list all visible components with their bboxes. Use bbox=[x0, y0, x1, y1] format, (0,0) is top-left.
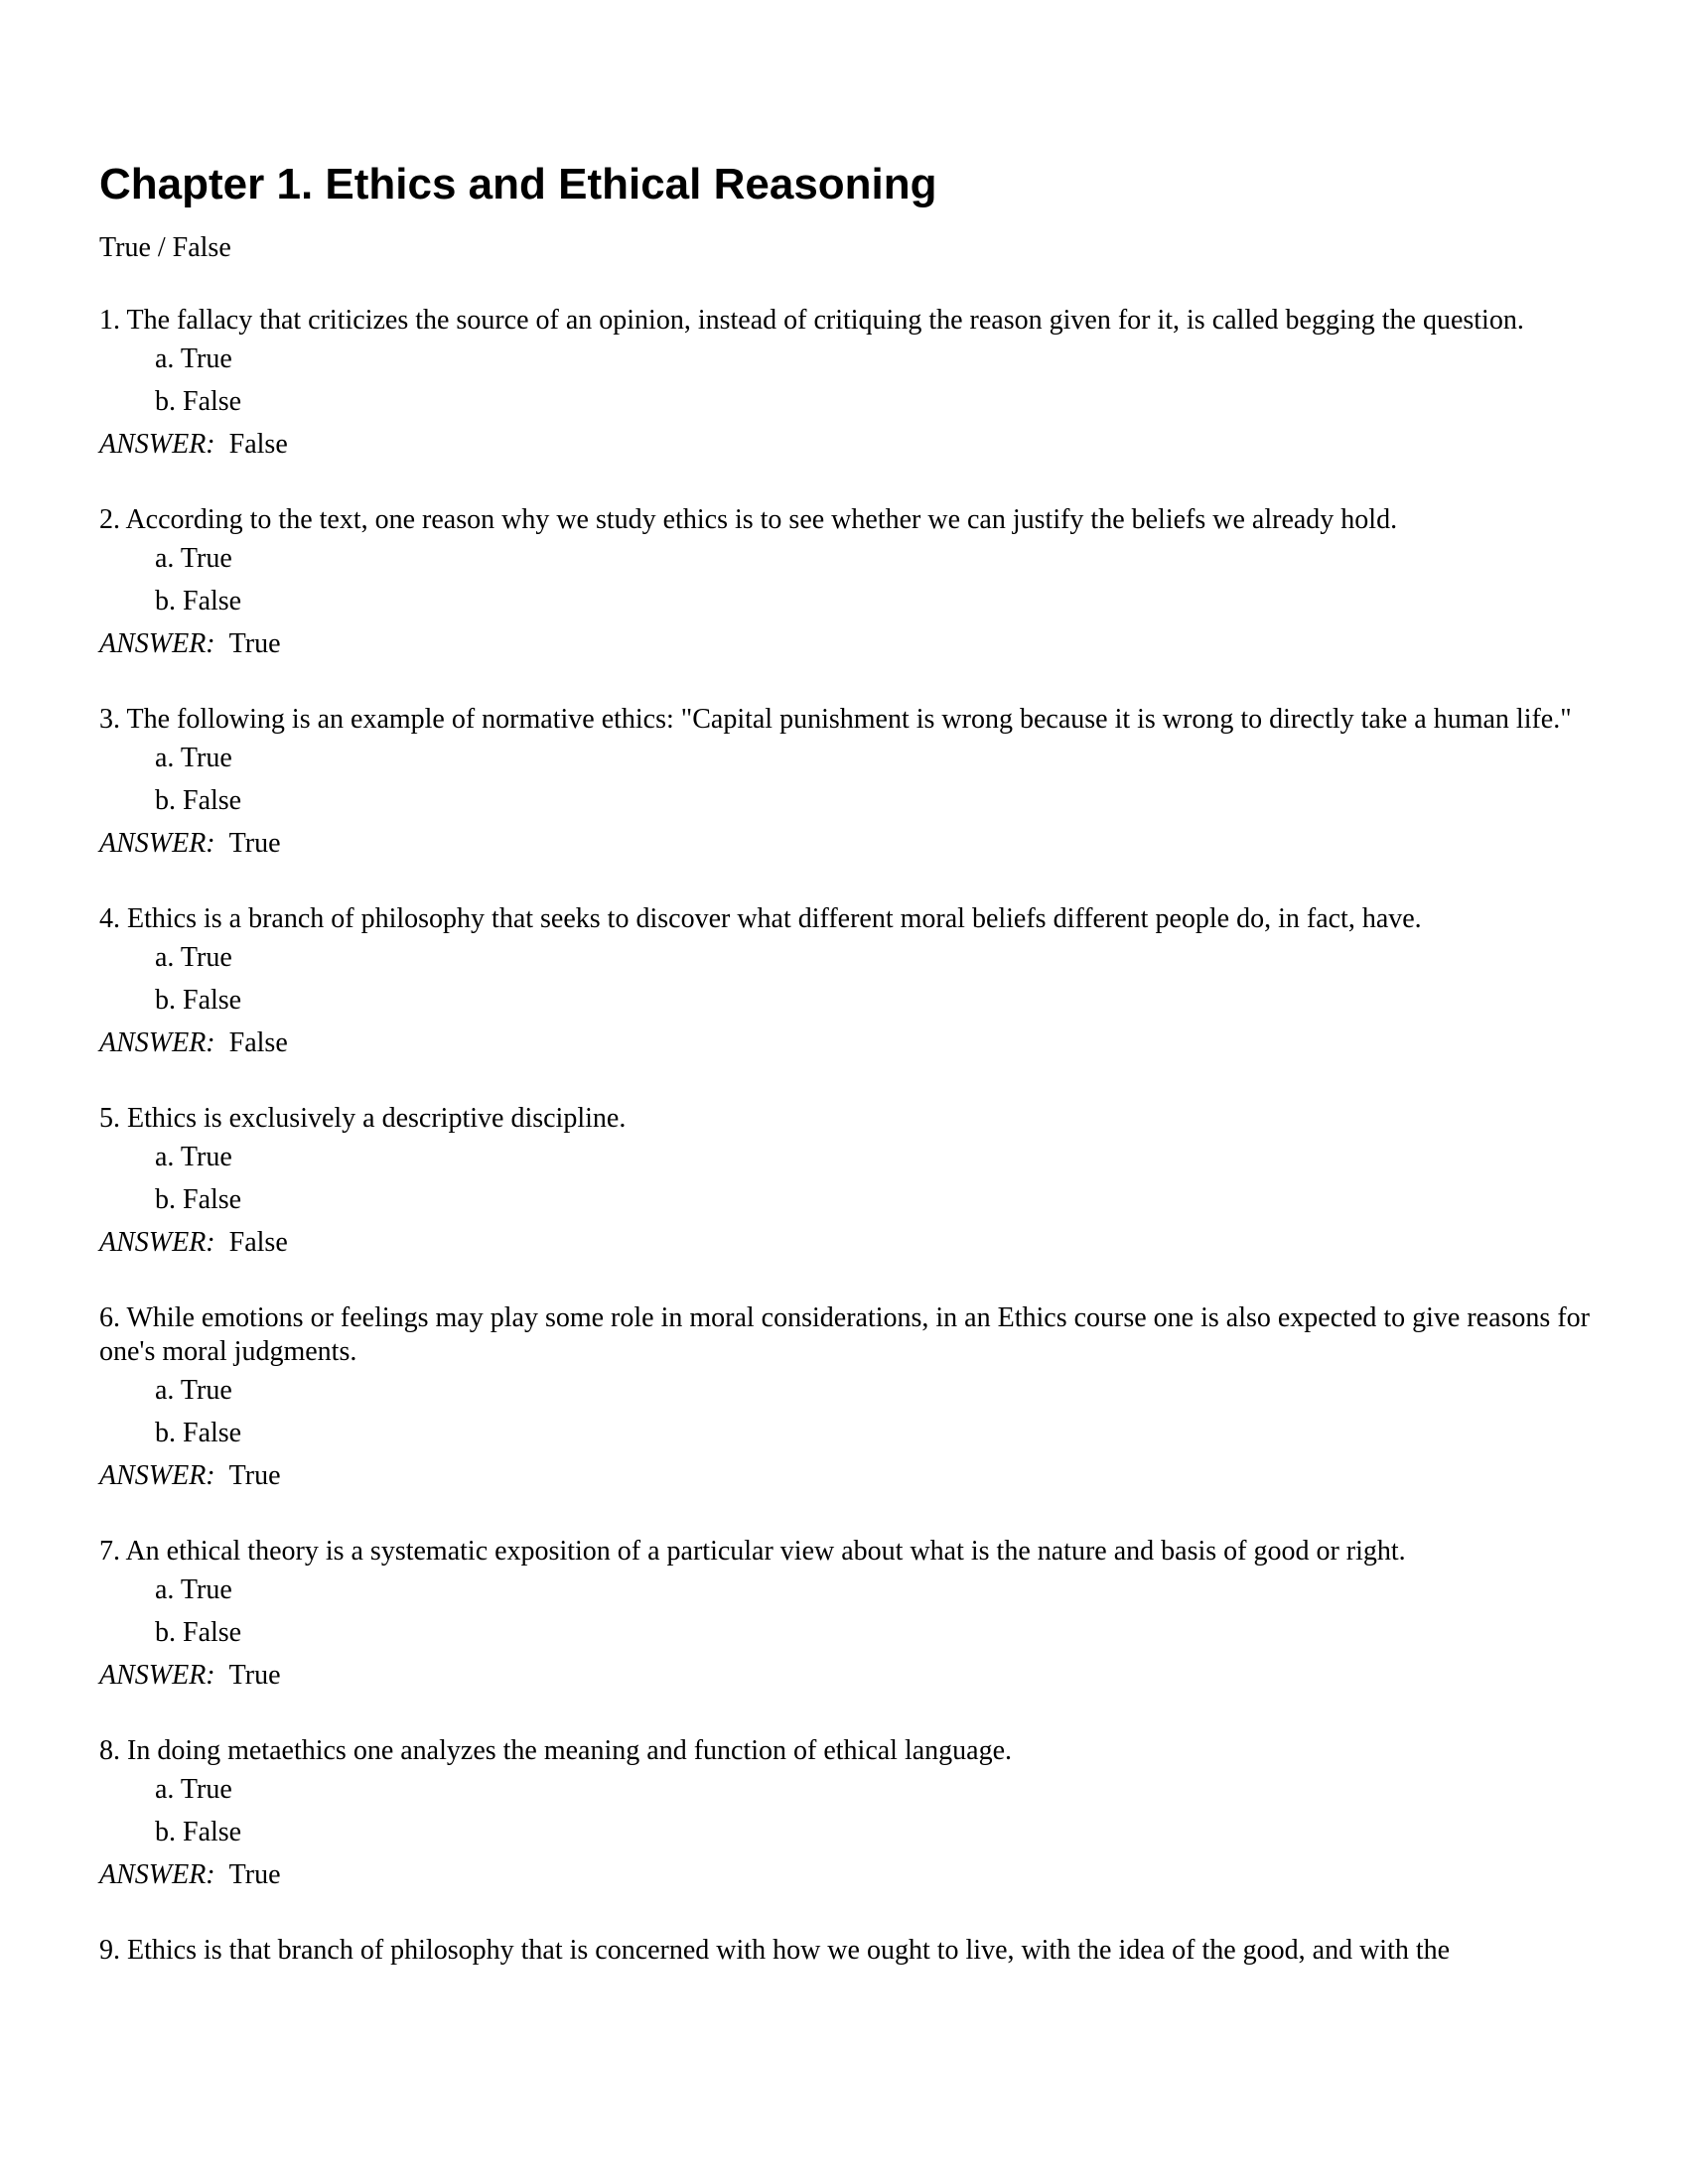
answer-value: False bbox=[228, 1027, 288, 1058]
document-page bbox=[99, 157, 1628, 1968]
answer-line bbox=[99, 1853, 1628, 1896]
question-item bbox=[99, 1301, 1628, 1497]
section-label: True / False bbox=[99, 232, 231, 263]
answer-label: ANSWER: bbox=[99, 1027, 215, 1058]
answer-option: a. True bbox=[155, 743, 232, 773]
answer-option: b. False bbox=[155, 785, 242, 816]
answer-label: ANSWER: bbox=[99, 828, 215, 859]
answer-line bbox=[99, 1454, 1628, 1497]
answer-label: ANSWER: bbox=[99, 1859, 215, 1890]
answer-options bbox=[99, 737, 1628, 822]
question-text: 3. The following is an example of normative ethics: "Capital punishment is wrong because it is wrong to directly take a human life." bbox=[99, 704, 1572, 735]
answer-options bbox=[99, 1369, 1628, 1454]
question-item bbox=[99, 503, 1628, 665]
question-text: 4. Ethics is a branch of philosophy that seeks to discover what different moral beliefs different people do, in fact, have. bbox=[99, 903, 1422, 934]
question-item bbox=[99, 1734, 1628, 1896]
answer-option: b. False bbox=[155, 386, 242, 417]
answer-value: True bbox=[228, 828, 281, 859]
answer-option: b. False bbox=[155, 985, 242, 1016]
answer-label: ANSWER: bbox=[99, 1460, 215, 1491]
answer-options bbox=[99, 338, 1628, 423]
answer-line bbox=[99, 822, 1628, 865]
question-text: 8. In doing metaethics one analyzes the meaning and function of ethical language. bbox=[99, 1735, 1013, 1766]
question-text: 6. While emotions or feelings may play some role in moral considerations, in an Ethics course one is also expected to give reasons for one's moral judgments. bbox=[99, 1302, 1590, 1367]
question-item bbox=[99, 1535, 1628, 1697]
answer-line bbox=[99, 1654, 1628, 1697]
question-item bbox=[99, 304, 1628, 466]
question-item bbox=[99, 902, 1628, 1064]
question-text: 9. Ethics is that branch of philosophy that is concerned with how we ought to live, with the idea of the good, and with the bbox=[99, 1935, 1451, 1966]
answer-option: a. True bbox=[155, 543, 232, 574]
answer-line bbox=[99, 622, 1628, 665]
chapter-title: Chapter 1. Ethics and Ethical Reasoning bbox=[99, 160, 937, 208]
answer-line bbox=[99, 1221, 1628, 1264]
answer-option: b. False bbox=[155, 1817, 242, 1847]
answer-label: ANSWER: bbox=[99, 1227, 215, 1258]
answer-option: b. False bbox=[155, 1184, 242, 1215]
answer-option: a. True bbox=[155, 1375, 232, 1406]
question-text: 1. The fallacy that criticizes the source of an opinion, instead of critiquing the reason given for it, is called begging the question. bbox=[99, 305, 1524, 336]
answer-option: a. True bbox=[155, 1574, 232, 1605]
answer-option: a. True bbox=[155, 1774, 232, 1805]
answer-options bbox=[99, 936, 1628, 1022]
answer-options bbox=[99, 1136, 1628, 1221]
answer-value: True bbox=[228, 1859, 281, 1890]
answer-line bbox=[99, 1022, 1628, 1064]
question-text: 7. An ethical theory is a systematic exposition of a particular view about what is the nature and basis of good or right. bbox=[99, 1536, 1406, 1567]
answer-line bbox=[99, 423, 1628, 466]
answer-option: b. False bbox=[155, 586, 242, 616]
question-text: 5. Ethics is exclusively a descriptive discipline. bbox=[99, 1103, 627, 1134]
question-list bbox=[99, 304, 1628, 1968]
answer-option: b. False bbox=[155, 1418, 242, 1448]
answer-label: ANSWER: bbox=[99, 1660, 215, 1691]
answer-options bbox=[99, 1569, 1628, 1654]
question-item bbox=[99, 703, 1628, 865]
answer-option: a. True bbox=[155, 343, 232, 374]
answer-value: True bbox=[228, 628, 281, 659]
answer-value: True bbox=[228, 1460, 281, 1491]
question-item bbox=[99, 1934, 1628, 1968]
answer-options bbox=[99, 537, 1628, 622]
answer-option: a. True bbox=[155, 1142, 232, 1172]
answer-value: True bbox=[228, 1660, 281, 1691]
answer-option: b. False bbox=[155, 1617, 242, 1648]
answer-options bbox=[99, 1768, 1628, 1853]
answer-value: False bbox=[228, 429, 288, 460]
question-text: 2. According to the text, one reason why we study ethics is to see whether we can justify the beliefs we already hold. bbox=[99, 504, 1398, 535]
question-item bbox=[99, 1102, 1628, 1264]
answer-label: ANSWER: bbox=[99, 628, 215, 659]
answer-value: False bbox=[228, 1227, 288, 1258]
answer-label: ANSWER: bbox=[99, 429, 215, 460]
answer-option: a. True bbox=[155, 942, 232, 973]
